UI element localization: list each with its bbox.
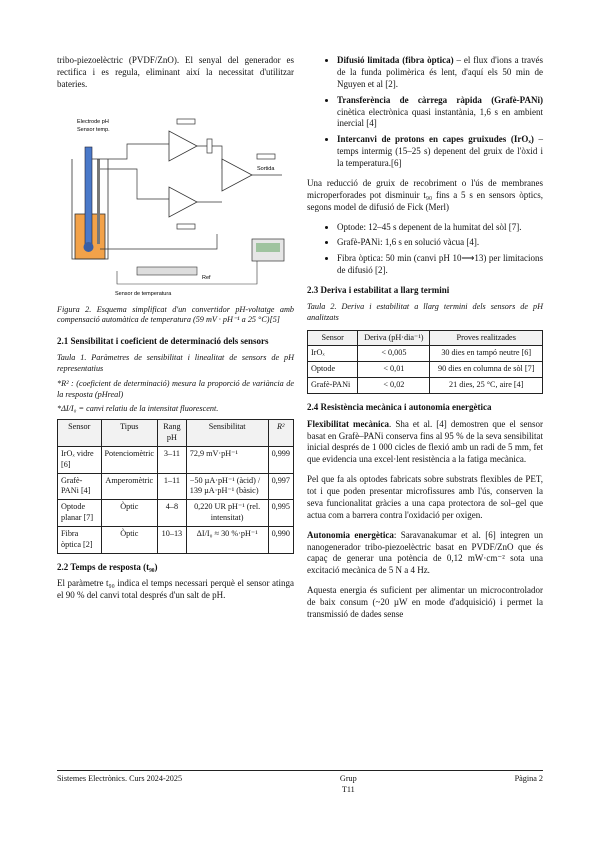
t1-cell: Grafè-PANi [4] xyxy=(58,473,102,500)
t1-header-rang: Rang pH xyxy=(158,420,187,447)
label-electrode: Electrode pH xyxy=(77,118,109,125)
left-column xyxy=(57,55,294,610)
section-2-3-title: 2.3 Deriva i estabilitat a llarg termini xyxy=(307,285,450,295)
optode-paragraph: Pel que fa als optodes fabricats sobre substrats flexibles de PET, tot i que poden presentar microfissures amb l'ús, conserven la seva funcionalitat gràcies a una capa protectora de sol–gel que actua com a barrera contra l'oxidació per oxigen. xyxy=(307,474,543,520)
table-row xyxy=(58,526,294,553)
table-row xyxy=(308,346,543,362)
list-item-bold: Transferència de càrrega ràpida (Grafè-PANi) xyxy=(337,94,543,105)
footer-group-id: T11 xyxy=(341,784,355,794)
note-r2: *R² : (coeficient de determinació) mesura la proporció de variància de la resposta (pHreal) xyxy=(57,378,294,399)
table2-caption: Taula 2. Deriva i estabilitat a llarg termini dels sensors de pH analitzats xyxy=(307,301,543,322)
autonomy-heading: Autonomia energètica xyxy=(307,529,394,540)
t1-cell: 3–11 xyxy=(158,446,187,473)
reduction-paragraph: Una reducció de gruix de recobriment o l'ús de membranes microperforades pot disminuir t₉₀ fins a 5 s en sensors òptics, segons model de difusió de Fick (Merl) xyxy=(307,177,543,212)
t1-cell: 4–8 xyxy=(158,500,187,527)
autonomy-text: : Saravanakumar et al. [6] integren un nanogenerador tribo-piezoelèctric basat en PVDF/ZnO que és capaç de generar una potència de 0,12 mW·cm⁻² sota una excitació mecànica de 5 N a 4 Hz. xyxy=(307,529,543,576)
t1-cell: Amperomètric xyxy=(101,473,158,500)
t1-cell: 10–13 xyxy=(158,526,187,553)
label-temp-sensor: Sensor temp. xyxy=(77,126,110,133)
t1-cell: Òptic xyxy=(101,500,158,527)
label-sensor-temp: Sensor de temperatura xyxy=(115,290,172,297)
list-item-text: cinètica electrònica quasi instantània, 1,6 s en ambient inercial [4] xyxy=(337,106,543,129)
t1-header-tipus: Tipus xyxy=(101,420,158,447)
list-item xyxy=(337,55,543,91)
energy-paragraph: Aquesta energia és suficient per alimentar un microcontrolador de baix consum (~20 µW en mode d'adquisició) i permet la transmissió de dades sense xyxy=(307,585,543,619)
t1-cell: 0,220 UR pH⁻¹ (rel. intensitat) xyxy=(186,500,268,527)
t2-cell: IrOₓ xyxy=(308,346,358,362)
section-2-2-text: El paràmetre t₉₀ indica el temps necessari perquè el sensor atinga el 90 % del canvi total després d'un salt de pH. xyxy=(57,578,294,601)
flexibility-text: . Sha et al. [4] demostren que el sensor basat en Grafè–PANi conserva fins al 95 % de la seva sensibilitat inicial després de 1 000 cicles de flexió amb un radi de 5 mm, fet que evidencia una excel·lent resistència a la fatiga mecànica. xyxy=(307,418,543,465)
t1-cell: 0,997 xyxy=(268,473,293,500)
label-sortida: Sortida xyxy=(257,165,275,172)
t2-cell: < 0,02 xyxy=(358,378,430,394)
t1-cell: 0,995 xyxy=(268,500,293,527)
t1-cell: Optode planar [7] xyxy=(58,500,102,527)
t1-cell: ΔI/I₀ ≈ 30 %·pH⁻¹ xyxy=(186,526,268,553)
note-delta: *ΔI/I₀ = canvi relatiu de la intensitat fluorescent. xyxy=(57,404,219,414)
list-item: • Optode: 12–45 s depenent de la humitat del sòl [7]. xyxy=(337,222,543,234)
t1-cell: IrOₓ vidre [6] xyxy=(58,446,102,473)
t2-cell: 30 dies en tampó neutre [6] xyxy=(430,346,543,362)
flexibility-heading: Flexibilitat mecànica xyxy=(307,418,390,429)
right-column xyxy=(307,55,543,629)
table-row xyxy=(308,362,543,378)
t2-cell: < 0,005 xyxy=(358,346,430,362)
t1-cell: 72,9 mV·pH⁻¹ xyxy=(186,446,268,473)
t2-header-proves: Proves realitzades xyxy=(430,330,543,346)
sensitivity-table xyxy=(57,419,294,553)
section-2-2-title: 2.2 Temps de resposta (t₉₀) xyxy=(57,561,158,572)
table-row xyxy=(58,473,294,500)
t1-header-sensor: Sensor xyxy=(58,420,102,447)
t1-cell: Òptic xyxy=(101,526,158,553)
t1-header-sensibilitat: Sensibilitat xyxy=(186,420,268,447)
t1-cell: Potenciomètric xyxy=(101,446,158,473)
t1-cell: −50 µA·pH⁻¹ (àcid) / 139 µA·pH⁻¹ (bàsic) xyxy=(186,473,268,500)
table1-caption: Taula 1. Paràmetres de sensibilitat i linealitat de sensors de pH representatius xyxy=(57,353,294,373)
circuit-schematic xyxy=(57,99,294,299)
section-2-1-title: 2.1 Sensibilitat i coeficient de determinació dels sensors xyxy=(57,336,269,347)
t1-cell: Fibra òptica [2] xyxy=(58,526,102,553)
table-row xyxy=(308,378,543,394)
list-item-text: – temps intermig (15–25 s) depenent del gruix de l'òxid i la temperatura.[6] xyxy=(337,134,543,168)
page-footer xyxy=(57,770,543,796)
table-row xyxy=(58,500,294,527)
footer-page-number: Pàgina 2 xyxy=(514,774,543,783)
t1-cell: 0,990 xyxy=(268,526,293,553)
list-item: • Grafè-PANi: 1,6 s en solució vàcua [4]. xyxy=(337,237,543,249)
section-2-4-title: 2.4 Resistència mecànica i autonomia energètica xyxy=(307,401,492,412)
label-ref: Ref xyxy=(202,274,211,281)
drift-table xyxy=(307,330,543,394)
footer-group-label: Grup xyxy=(339,774,357,783)
list-item xyxy=(337,95,543,131)
list-item-text: – el flux d'ions a través de la funda polimèrica és lent, d'aquí els 50 min de Nguyen et al [2]. xyxy=(337,55,544,89)
response-times-list xyxy=(307,222,543,278)
t2-cell: Optode xyxy=(308,362,358,378)
t2-header-sensor: Sensor xyxy=(308,330,358,346)
list-item-bold: Difusió limitada (fibra òptica) xyxy=(337,55,454,65)
t2-cell: 90 dies en columna de sòl [7] xyxy=(430,362,543,378)
intro-paragraph: tribo-piezoelèctric (PVDF/ZnO). El senyal del generador es rectifica i es regula, eliminant així la necessitat d'utilitzar bateries. xyxy=(57,55,294,89)
list-item-bold: Intercanvi de protons en capes gruixudes (IrOₓ) xyxy=(337,134,534,145)
t2-cell: Grafè-PANi xyxy=(308,378,358,394)
t2-cell: 21 dies, 25 °C, aire [4] xyxy=(430,378,543,394)
t2-header-deriva: Deriva (pH·dia⁻¹) xyxy=(358,330,430,346)
footer-course: Sistemes Electrònics. Curs 2024-2025 xyxy=(57,774,183,783)
t2-cell: < 0,01 xyxy=(358,362,430,378)
t1-header-r2: R² xyxy=(268,420,293,447)
autonomy-paragraph xyxy=(307,530,543,578)
figure-caption: Figura 2. Esquema simplificat d'un convertidor pH-voltatge amb compensació automàtica de temperatura (59 mV · pH⁻¹ a 25 °C)[5] xyxy=(57,304,294,325)
list-item xyxy=(337,134,543,170)
figure-circuit-diagram xyxy=(57,99,294,299)
t1-cell: 1–11 xyxy=(158,473,187,500)
t1-cell: 0,999 xyxy=(268,446,293,473)
table-row xyxy=(58,446,294,473)
list-item: • Fibra òptica: 50 min (canvi pH 10⟶13) per limitacions de difusió [2]. xyxy=(337,253,543,277)
flexibility-paragraph xyxy=(307,419,543,467)
mechanism-list xyxy=(307,55,543,170)
footer-group xyxy=(340,774,357,796)
